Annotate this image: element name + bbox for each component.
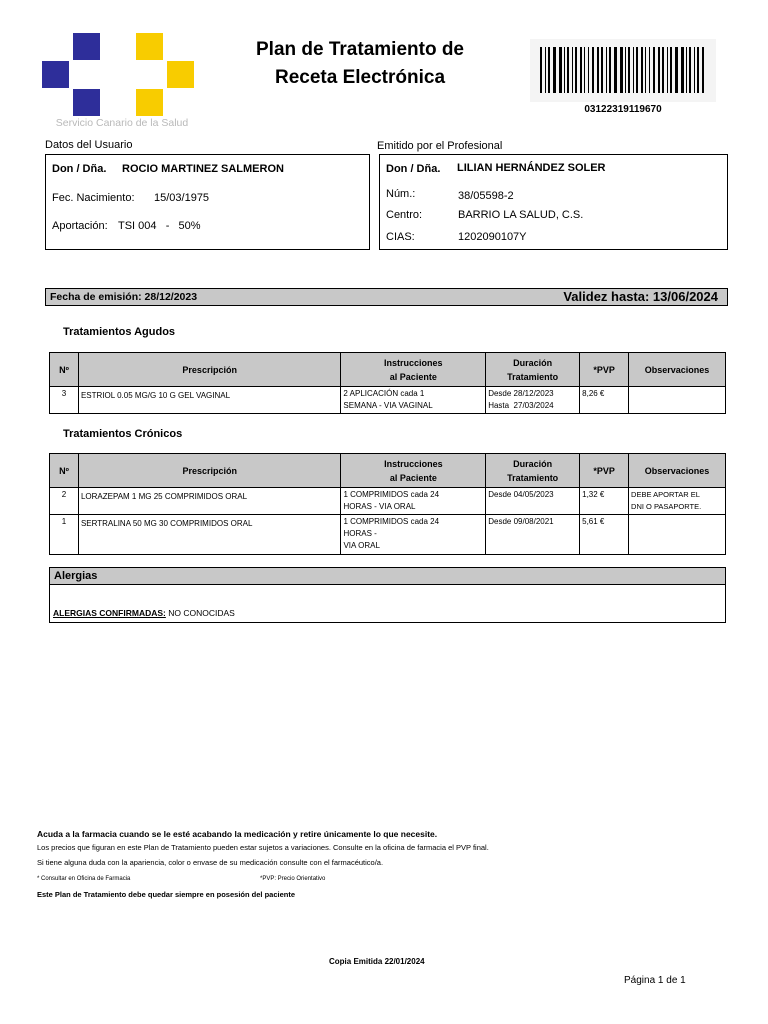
- row-dur-2: Hasta 27/03/2024: [488, 401, 554, 410]
- allergies-value: NO CONOCIDAS: [168, 608, 235, 618]
- col-pvp: *PVP: [580, 353, 629, 387]
- allergies-box: [49, 567, 726, 623]
- contribution-value: TSI 004 - 50%: [118, 220, 201, 232]
- barcode-bar: [606, 47, 607, 93]
- table-row: [50, 387, 726, 414]
- row-prescription: LORAZEPAM 1 MG 25 COMPRIMIDOS ORAL: [78, 488, 341, 515]
- professional-box: [379, 154, 728, 250]
- row-obs-2: DNI O PASAPORTE.: [631, 502, 702, 511]
- title-line-1: Plan de Tratamiento de: [256, 39, 464, 60]
- row-instr-1: 1 COMPRIMIDOS cada 24: [343, 490, 440, 499]
- professional-section-label: Emitido por el Profesional: [377, 140, 503, 152]
- row-num: 3: [50, 387, 79, 414]
- table-row: [50, 488, 726, 515]
- row-instr-2: SEMANA - VIA VAGINAL: [343, 401, 433, 410]
- footer-note-2: *PVP: Precio Orientativo: [260, 876, 326, 882]
- row-duration: Desde 04/05/2023: [486, 488, 580, 515]
- row-prescription: SERTRALINA 50 MG 30 COMPRIMIDOS ORAL: [78, 515, 341, 555]
- barcode-bar: [697, 47, 699, 93]
- patient-box: [45, 154, 370, 250]
- cias-label: CIAS:: [386, 231, 415, 243]
- barcode-bar: [641, 47, 643, 93]
- col-num: Nº: [50, 353, 79, 387]
- center-value: BARRIO LA SALUD, C.S.: [458, 209, 584, 221]
- col-num: Nº: [50, 454, 79, 488]
- row-instr-1: 2 APLICACIÓN cada 1: [343, 389, 425, 398]
- barcode-bar: [559, 47, 562, 93]
- barcode: [530, 39, 716, 102]
- acute-title: Tratamientos Agudos: [63, 326, 176, 338]
- barcode-bar: [625, 47, 626, 93]
- col-observations: Observaciones: [629, 353, 726, 387]
- col-instructions: [341, 454, 486, 488]
- row-instructions: [341, 488, 486, 515]
- barcode-bar: [628, 47, 630, 93]
- barcode-bar: [588, 47, 589, 93]
- col-instructions-2: al Paciente: [389, 371, 437, 382]
- patient-section-label: Datos del Usuario: [45, 139, 133, 151]
- allergies-line: [53, 608, 235, 618]
- acute-table: [49, 352, 726, 414]
- barcode-bar: [681, 47, 684, 93]
- col-duration: [486, 454, 580, 488]
- acute-header-row: [50, 353, 726, 387]
- professional-name-label: Don / Dña.: [386, 163, 441, 175]
- barcode-bar: [658, 47, 660, 93]
- barcode-bar: [649, 47, 650, 93]
- col-prescription: Prescripción: [78, 454, 341, 488]
- table-row: [50, 515, 726, 555]
- footer-note-1: * Consultar en Oficina de Farmacia: [37, 876, 131, 882]
- barcode-bar: [694, 47, 695, 93]
- footer-line-4: Este Plan de Tratamiento debe quedar siempre en posesión del paciente: [37, 890, 295, 899]
- footer-line-3: Si tiene alguna duda con la apariencia, color o envase de su medicación consulte con el farmacéutico/a.: [37, 858, 384, 867]
- num-value: 38/05598-2: [458, 190, 514, 202]
- barcode-number: 03122319119670: [584, 104, 662, 115]
- col-instructions: [341, 353, 486, 387]
- allergies-header: [49, 567, 726, 585]
- row-pvp: 5,61 €: [580, 515, 629, 555]
- row-obs-1: DEBE APORTAR EL: [631, 490, 700, 499]
- col-duration-2: Tratamiento: [507, 472, 559, 483]
- row-instructions: [341, 387, 486, 414]
- num-label: Núm.:: [386, 188, 416, 200]
- dates-bar: [45, 288, 728, 306]
- row-dur-1: Desde 28/12/2023: [488, 389, 554, 398]
- barcode-bar: [601, 47, 603, 93]
- chronic-header-row: [50, 454, 726, 488]
- col-duration-1: Duración: [513, 357, 553, 368]
- row-instr-1: 1 COMPRIMIDOS cada 24: [343, 517, 440, 526]
- barcode-bar: [540, 47, 542, 93]
- birth-value: 15/03/1975: [154, 192, 210, 204]
- allergies-label: ALERGIAS CONFIRMADAS:: [53, 608, 166, 618]
- barcode-bar: [614, 47, 617, 93]
- barcode-bar: [689, 47, 691, 93]
- barcode-bar: [645, 47, 646, 93]
- copy-issued: Copia Emitida 22/01/2024: [329, 957, 425, 966]
- col-observations: Observaciones: [629, 454, 726, 488]
- barcode-bar: [597, 47, 599, 93]
- row-observations: [629, 515, 726, 555]
- patient-name: ROCIO MARTINEZ SALMERON: [122, 163, 284, 175]
- barcode-bar: [662, 47, 664, 93]
- cias-value: 1202090107Y: [458, 231, 527, 243]
- barcode-bar: [667, 47, 668, 93]
- barcode-bar: [545, 47, 546, 93]
- issue-date: Fecha de emisión: 28/12/2023: [50, 291, 198, 303]
- row-num: 2: [50, 488, 79, 515]
- footer-line-1: Acuda a la farmacia cuando se le esté acabando la medicación y retire únicamente lo que necesite.: [37, 829, 438, 839]
- col-prescription: Prescripción: [78, 353, 340, 387]
- chronic-title: Tratamientos Crónicos: [63, 428, 183, 440]
- row-instr-2: HORAS -: [343, 529, 377, 538]
- page-number: Página 1 de 1: [624, 975, 686, 986]
- row-duration: Desde 09/08/2021: [486, 515, 580, 555]
- title-line-2: Receta Electrónica: [274, 67, 446, 88]
- col-instructions-1: Instrucciones: [384, 357, 443, 368]
- row-pvp: 1,32 €: [580, 488, 629, 515]
- page-title: [210, 36, 510, 92]
- barcode-bar: [548, 47, 550, 93]
- professional-name: LILIAN HERNÁNDEZ SOLER: [457, 162, 606, 174]
- logo: [42, 33, 198, 117]
- barcode-bar: [567, 47, 569, 93]
- barcode-bar: [675, 47, 678, 93]
- barcode-bar: [575, 47, 577, 93]
- barcode-bar: [592, 47, 594, 93]
- birth-label: Fec. Nacimiento:: [52, 192, 135, 204]
- row-instr-2: HORAS - VIA ORAL: [343, 502, 416, 511]
- barcode-bar: [609, 47, 611, 93]
- row-instr-3: VIA ORAL: [343, 541, 380, 550]
- barcode-bar: [580, 47, 582, 93]
- barcode-bar: [553, 47, 556, 93]
- barcode-bars: [530, 39, 716, 102]
- row-observations: [629, 387, 726, 414]
- row-duration: [486, 387, 580, 414]
- col-instructions-1: Instrucciones: [384, 458, 443, 469]
- row-pvp: 8,26 €: [580, 387, 629, 414]
- footer-line-2: Los precios que figuran en este Plan de Tratamiento pueden estar sujetos a variaciones. Consulte en la oficina de farmacia el PVP final.: [37, 843, 489, 852]
- row-observations: [629, 488, 726, 515]
- patient-name-label: Don / Dña.: [52, 163, 107, 175]
- barcode-bar: [670, 47, 672, 93]
- col-instructions-2: al Paciente: [389, 472, 437, 483]
- valid-until: Validez hasta: 13/06/2024: [563, 289, 718, 304]
- barcode-bar: [653, 47, 655, 93]
- barcode-bar: [572, 47, 573, 93]
- barcode-bar: [620, 47, 623, 93]
- barcode-bar: [702, 47, 704, 93]
- col-duration: [486, 353, 580, 387]
- barcode-bar: [564, 47, 565, 93]
- barcode-bar: [636, 47, 638, 93]
- logo-text: Servicio Canario de la Salud: [55, 117, 189, 129]
- allergies-title: Alergias: [54, 570, 98, 582]
- row-instructions: [341, 515, 486, 555]
- chronic-table: [49, 453, 726, 555]
- center-label: Centro:: [386, 209, 423, 221]
- col-duration-1: Duración: [513, 458, 553, 469]
- col-duration-2: Tratamiento: [507, 371, 559, 382]
- row-prescription: ESTRIOL 0.05 MG/G 10 G GEL VAGINAL: [78, 387, 340, 414]
- row-num: 1: [50, 515, 79, 555]
- barcode-bar: [633, 47, 634, 93]
- col-pvp: *PVP: [580, 454, 629, 488]
- contribution-label: Aportación:: [52, 220, 108, 232]
- barcode-bar: [584, 47, 585, 93]
- barcode-bar: [686, 47, 687, 93]
